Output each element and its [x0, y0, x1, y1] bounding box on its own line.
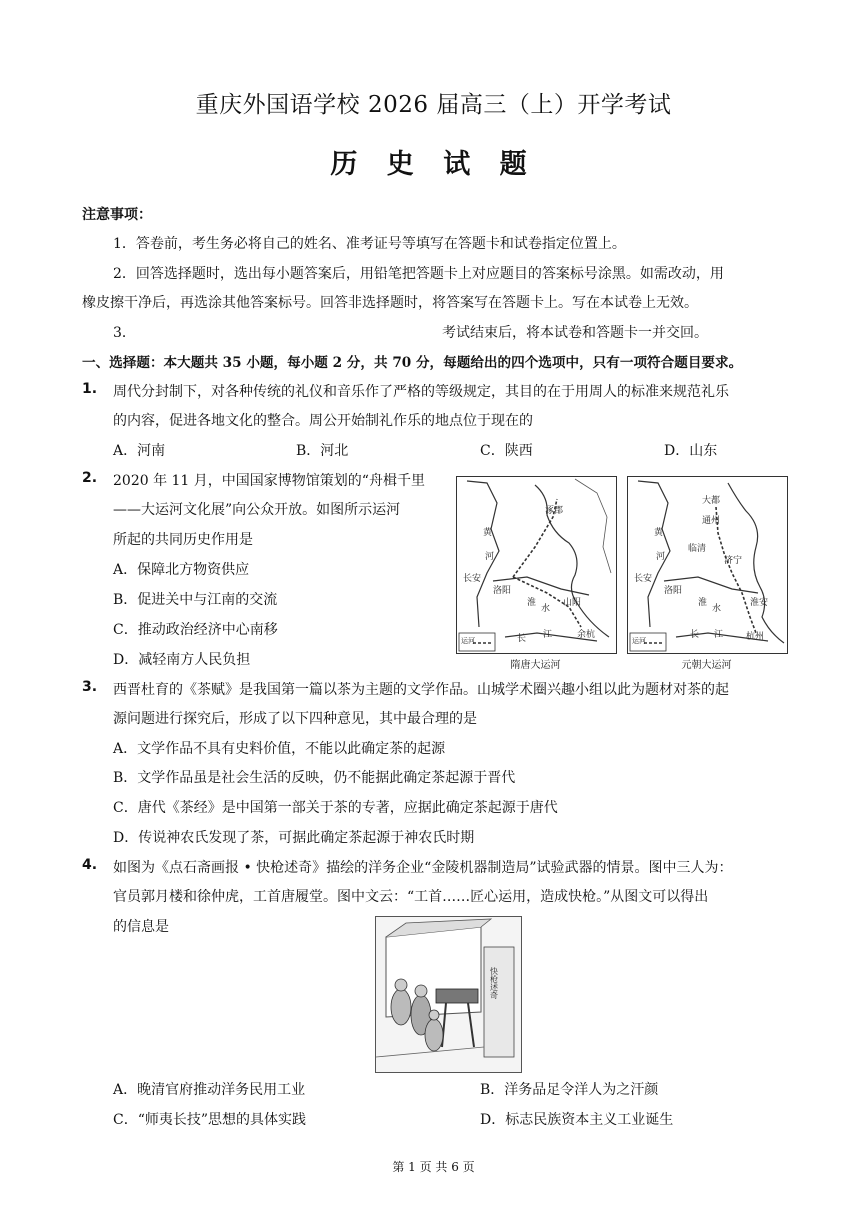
map2-label-he: 河: [656, 552, 666, 562]
question-1-option-a[interactable]: A．河南: [113, 443, 166, 459]
question-4-illustration: [375, 916, 522, 1073]
question-1-stem-line-2: 的内容，促进各地文化的整合。周公开始制礼作乐的地点位于现在的: [113, 413, 533, 429]
map2-label-huai: 淮: [698, 598, 708, 608]
map2-label-chang: 长: [690, 630, 700, 640]
map2-label-linqing: 临清: [688, 544, 707, 554]
question-1-option-b[interactable]: B．河北: [296, 443, 349, 459]
question-3-option-a[interactable]: A．文学作品不具有史料价值，不能以此确定茶的起源: [113, 741, 446, 757]
question-3-option-b[interactable]: B．文学作品虽是社会生活的反映，仍不能据此确定茶起源于晋代: [113, 770, 516, 786]
question-1-stem-line-1: 周代分封制下，对各种传统的礼仪和音乐作了严格的等级规定，其目的在于用周人的标准来规范礼乐: [113, 384, 729, 400]
map-yuan-canal: [627, 476, 788, 654]
map2-label-huaian: 淮安: [750, 598, 769, 608]
map1-label-shanyang: 山阳: [563, 598, 582, 608]
question-4-stem-line-2: 官员郭月楼和徐仲虎，工首唐履堂。图中文云：“工首……匠心运用，造成快枪。”从图文可以得出: [113, 889, 709, 905]
map-sui-tang-canal: [456, 476, 617, 654]
illustration-title-text: 快枪述奇: [489, 967, 499, 999]
map1-label-zhuojun: 涿郡: [545, 506, 564, 516]
question-4-number: 4.: [82, 857, 98, 873]
map1-label-changan: 长安: [463, 574, 482, 584]
map1-label-yuhang: 余杭: [577, 630, 596, 640]
question-3-number: 3.: [82, 679, 98, 695]
map-yuan-canal-drawing: [628, 477, 787, 653]
map1-label-huang: 黄: [483, 528, 493, 538]
map1-label-shui: 水: [541, 604, 551, 614]
question-4-option-b[interactable]: B．洋务品足令洋人为之汗颜: [480, 1082, 659, 1098]
map-sui-tang-canal-drawing: [457, 477, 616, 653]
map2-label-dadu: 大都: [702, 496, 721, 506]
notice-heading: 注意事项：: [82, 207, 152, 223]
map1-legend-label: 运河: [461, 637, 475, 645]
map2-label-changan: 长安: [634, 574, 653, 584]
question-2-stem-line-1: 2020 年 11 月，中国国家博物馆策划的“舟楫千里: [113, 473, 425, 489]
subject-title: 历 史 试 题: [330, 149, 537, 180]
question-4-stem-line-1: 如图为《点石斋画报 • 快枪述奇》描绘的洋务企业“金陵机器制造局”试验武器的情景。图中三人为：: [113, 860, 733, 876]
question-3-option-c[interactable]: C．唐代《茶经》是中国第一部关于茶的专著，应据此确定茶起源于唐代: [113, 800, 558, 816]
notice-item-2-line-2: 橡皮擦干净后，再选涂其他答案标号。回答非选择题时，将答案写在答题卡上。写在本试卷上无效。: [82, 295, 698, 311]
exam-title: 重庆外国语学校 2026 届高三（上）开学考试: [195, 92, 672, 118]
notice-item-1: 1．答卷前，考生务必将自己的姓名、准考证号等填写在答题卡和试卷指定位置上。: [113, 236, 626, 252]
map2-label-jiang: 江: [714, 630, 724, 640]
map1-label-he: 河: [485, 552, 495, 562]
question-2-stem-line-3: 所起的共同历史作用是: [113, 532, 253, 548]
section-heading: 一、选择题：本大题共 35 小题，每小题 2 分，共 70 分，每题给出的四个选项中，只有一项符合题目要求。: [82, 355, 743, 371]
question-2-stem-line-2: ——大运河文化展”向公众开放。如图所示运河: [113, 502, 401, 518]
notice-item-3-number: 3．: [113, 325, 136, 341]
map2-label-shui: 水: [712, 604, 722, 614]
question-4-option-d[interactable]: D．标志民族资本主义工业诞生: [480, 1112, 674, 1128]
map1-label-chang: 长: [517, 634, 527, 644]
map2-label-huang: 黄: [654, 528, 664, 538]
question-2-option-a[interactable]: A．保障北方物资供应: [113, 562, 250, 578]
map1-caption: 隋唐大运河: [510, 660, 561, 671]
question-3-option-d[interactable]: D．传说神农氏发现了茶，可据此确定茶起源于神农氏时期: [113, 830, 475, 846]
question-1-option-d[interactable]: D．山东: [664, 443, 718, 459]
map1-label-luoyang: 洛阳: [493, 586, 512, 596]
notice-item-3-text: 考试结束后，将本试卷和答题卡一并交回。: [442, 325, 708, 341]
question-3-stem-line-1: 西晋杜育的《茶赋》是我国第一篇以茶为主题的文学作品。山城学术圈兴趣小组以此为题材对茶的起: [113, 682, 729, 698]
question-2-option-b[interactable]: B．促进关中与江南的交流: [113, 592, 278, 608]
page-number: 第 1 页 共 6 页: [392, 1160, 475, 1174]
map2-legend-label: 运河: [632, 637, 646, 645]
map1-label-jiang: 江: [543, 630, 553, 640]
question-3-stem-line-2: 源问题进行探究后，形成了以下四种意见，其中最合理的是: [113, 711, 477, 727]
question-4-option-a[interactable]: A．晚清官府推动洋务民用工业: [113, 1082, 306, 1098]
map2-label-luoyang: 洛阳: [664, 586, 683, 596]
question-2-number: 2.: [82, 470, 98, 486]
map2-caption: 元朝大运河: [681, 660, 732, 671]
question-4-option-c[interactable]: C．“师夷长技”思想的具体实践: [113, 1112, 307, 1128]
question-4-stem-line-3: 的信息是: [113, 919, 169, 935]
map2-label-jining: 济宁: [724, 556, 743, 566]
notice-item-2-line-1: 2．回答选择题时，选出每小题答案后，用铅笔把答题卡上对应题目的答案标号涂黑。如需改动，用: [113, 266, 724, 282]
question-2-option-c[interactable]: C．推动政治经济中心南移: [113, 622, 278, 638]
question-2-option-d[interactable]: D．减轻南方人民负担: [113, 652, 251, 668]
question-4-illustration-drawing: [376, 917, 521, 1072]
map2-label-hangzhou: 杭州: [746, 632, 765, 642]
question-1-number: 1.: [82, 381, 98, 397]
map2-label-tongzhou: 通州: [702, 516, 721, 526]
question-1-option-c[interactable]: C．陕西: [480, 443, 533, 459]
map1-label-huai: 淮: [527, 598, 537, 608]
